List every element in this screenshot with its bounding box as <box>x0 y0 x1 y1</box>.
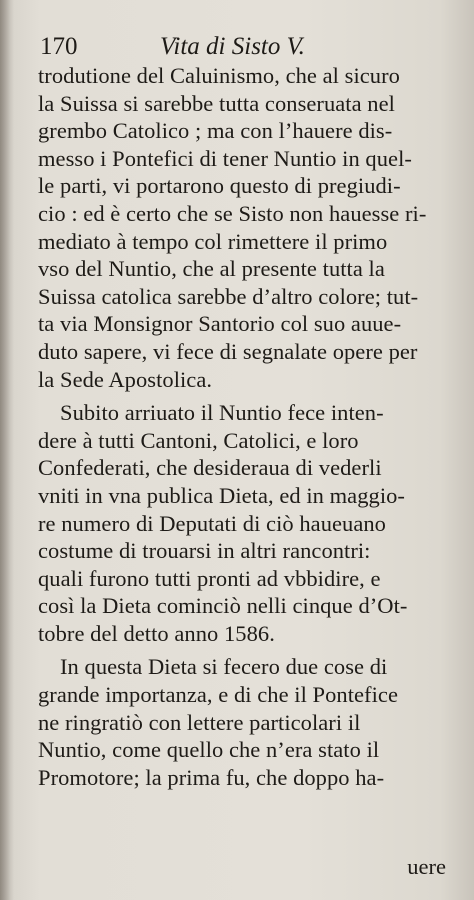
text-line: ta via Monsignor Santorio col suo auue- <box>38 311 402 337</box>
text-line: Subito arriuato il Nuntio fece inten- <box>60 400 384 426</box>
text-line: così la Dieta cominciò nelli cinque d’Ot- <box>38 593 408 619</box>
text-line: mediato à tempo col rimettere il primo <box>38 228 388 254</box>
text-line: trodutione del Caluinismo, che al sicuro <box>38 63 400 88</box>
text-line: Confederati, che desideraua di vederli <box>38 455 382 481</box>
text-line: la Suissa si sarebbe tutta conseruata nel <box>38 90 395 116</box>
text-line: quali furono tutti pronti ad vbbidire, e <box>38 565 381 591</box>
catchword: uere <box>407 854 446 879</box>
text-line: re numero di Deputati di ciò haueuano <box>38 510 386 536</box>
text-line: messo i Pontefici di tener Nuntio in quel- <box>38 145 412 171</box>
running-title: Vita di Sisto V. <box>160 33 305 60</box>
text-line: cio : ed è certo che se Sisto non hauesse ri- <box>38 200 427 226</box>
text-line: vso del Nuntio, che al presente tutta la <box>38 256 385 282</box>
text-line: vniti in vna publica Dieta, ed in maggio- <box>38 482 405 508</box>
text-line: Suissa catolica sarebbe d’altro colore; tut- <box>38 283 419 309</box>
text-line: Nuntio, come quello che n’era stato il <box>38 737 380 763</box>
text-line: tobre del detto anno 1586. <box>38 620 275 646</box>
running-head <box>40 30 450 64</box>
text-line: grembo Catolico ; ma con l’hauere dis- <box>38 118 393 144</box>
body-text <box>38 62 450 791</box>
text-line: costume di trouarsi in altri rancontri: <box>38 538 371 564</box>
text-line: grande importanza, e di che il Pontefice <box>38 682 398 708</box>
gutter-shadow <box>0 0 14 900</box>
page-number: 170 <box>40 33 78 60</box>
text-line: ne ringratiò con lettere particolari il <box>38 709 361 735</box>
text-line: la Sede Apostolica. <box>38 366 213 392</box>
text-line: Promotore; la prima fu, che doppo ha- <box>38 764 385 790</box>
text-line: In questa Dieta si fecero due cose di <box>60 654 388 680</box>
text-line: duto sapere, vi fece di segnalate opere per <box>38 338 418 364</box>
text-line: le parti, vi portarono questo di pregiudi- <box>38 173 401 199</box>
text-line: dere à tutti Cantoni, Catolici, e loro <box>38 427 359 453</box>
